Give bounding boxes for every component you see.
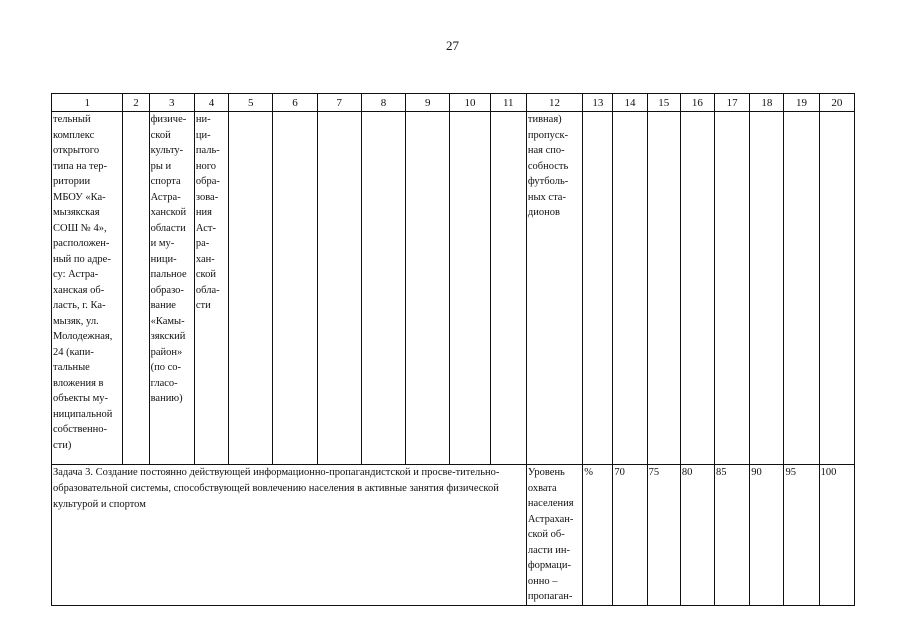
value-cell: 85 [715, 465, 750, 606]
column-header: 3 [149, 94, 194, 112]
column-header: 14 [613, 94, 647, 112]
column-header: 5 [229, 94, 273, 112]
executor-cell: физиче- ской культу- ры и спорта Астра- ханской области и му- ници- пальное образо- вание «Камы- зякский район» (по со- гласо- ванию) [149, 112, 194, 465]
column-header: 1 [52, 94, 123, 112]
value-cell: 100 [819, 465, 854, 606]
value-cell: 75 [647, 465, 680, 606]
table-cell [361, 112, 405, 465]
column-header: 9 [406, 94, 450, 112]
table-cell [490, 112, 526, 465]
table-cell [784, 112, 819, 465]
task-description-cell: Задача 3. Создание постоянно действующей информационно-пропагандистской и просве-тительно-образовательной системы, способствующей вовлечению населения в активные занятия физической культурой и спортом [52, 465, 527, 606]
table-cell [450, 112, 490, 465]
table-row [52, 112, 855, 465]
table-cell [819, 112, 854, 465]
table-cell [583, 112, 613, 465]
column-header: 13 [583, 94, 613, 112]
column-header: 10 [450, 94, 490, 112]
table-cell [715, 112, 750, 465]
table-cell [613, 112, 647, 465]
column-header: 7 [317, 94, 361, 112]
column-header: 6 [273, 94, 317, 112]
page-number: 27 [446, 38, 459, 53]
table-cell [123, 112, 149, 465]
executor-cell-continued: ни- ци- паль- ного обра- зова- ния Аст- ра- хан- ской обла- сти [194, 112, 228, 465]
indicator-cell: тивная) пропуск- ная спо- собность футболь- ных ста- дионов [526, 112, 582, 465]
indicator-cell: Уровень охвата населения Астрахан- ской об- ласти ин- формаци- онно – пропаган- [526, 465, 582, 606]
table-cell [406, 112, 450, 465]
column-header: 4 [194, 94, 228, 112]
column-header: 19 [784, 94, 819, 112]
value-cell: 70 [613, 465, 647, 606]
table-cell [750, 112, 784, 465]
unit-cell: % [583, 465, 613, 606]
program-table [51, 93, 855, 606]
column-header: 8 [361, 94, 405, 112]
column-header: 17 [715, 94, 750, 112]
table-cell [229, 112, 273, 465]
column-header: 15 [647, 94, 680, 112]
column-header: 2 [123, 94, 149, 112]
value-cell: 80 [680, 465, 714, 606]
table-cell [317, 112, 361, 465]
column-header: 11 [490, 94, 526, 112]
table-cell [273, 112, 317, 465]
column-header: 12 [526, 94, 582, 112]
value-cell: 95 [784, 465, 819, 606]
column-header: 16 [680, 94, 714, 112]
column-header: 20 [819, 94, 854, 112]
table-cell [680, 112, 714, 465]
object-description-cell: тельный комплекс открытого типа на тер- ритории МБОУ «Ка- мызякская СОШ № 4», расположен- ный по адре- су: Астра- ханская об- ласть, г. Ка- мызяк, ул. Молодежная, 24 (капи- тальные вложения в объекты му- ниципальной собственно- сти) [52, 112, 123, 465]
table-cell [647, 112, 680, 465]
header-row [52, 94, 855, 112]
column-header: 18 [750, 94, 784, 112]
table-row [52, 465, 855, 606]
value-cell: 90 [750, 465, 784, 606]
